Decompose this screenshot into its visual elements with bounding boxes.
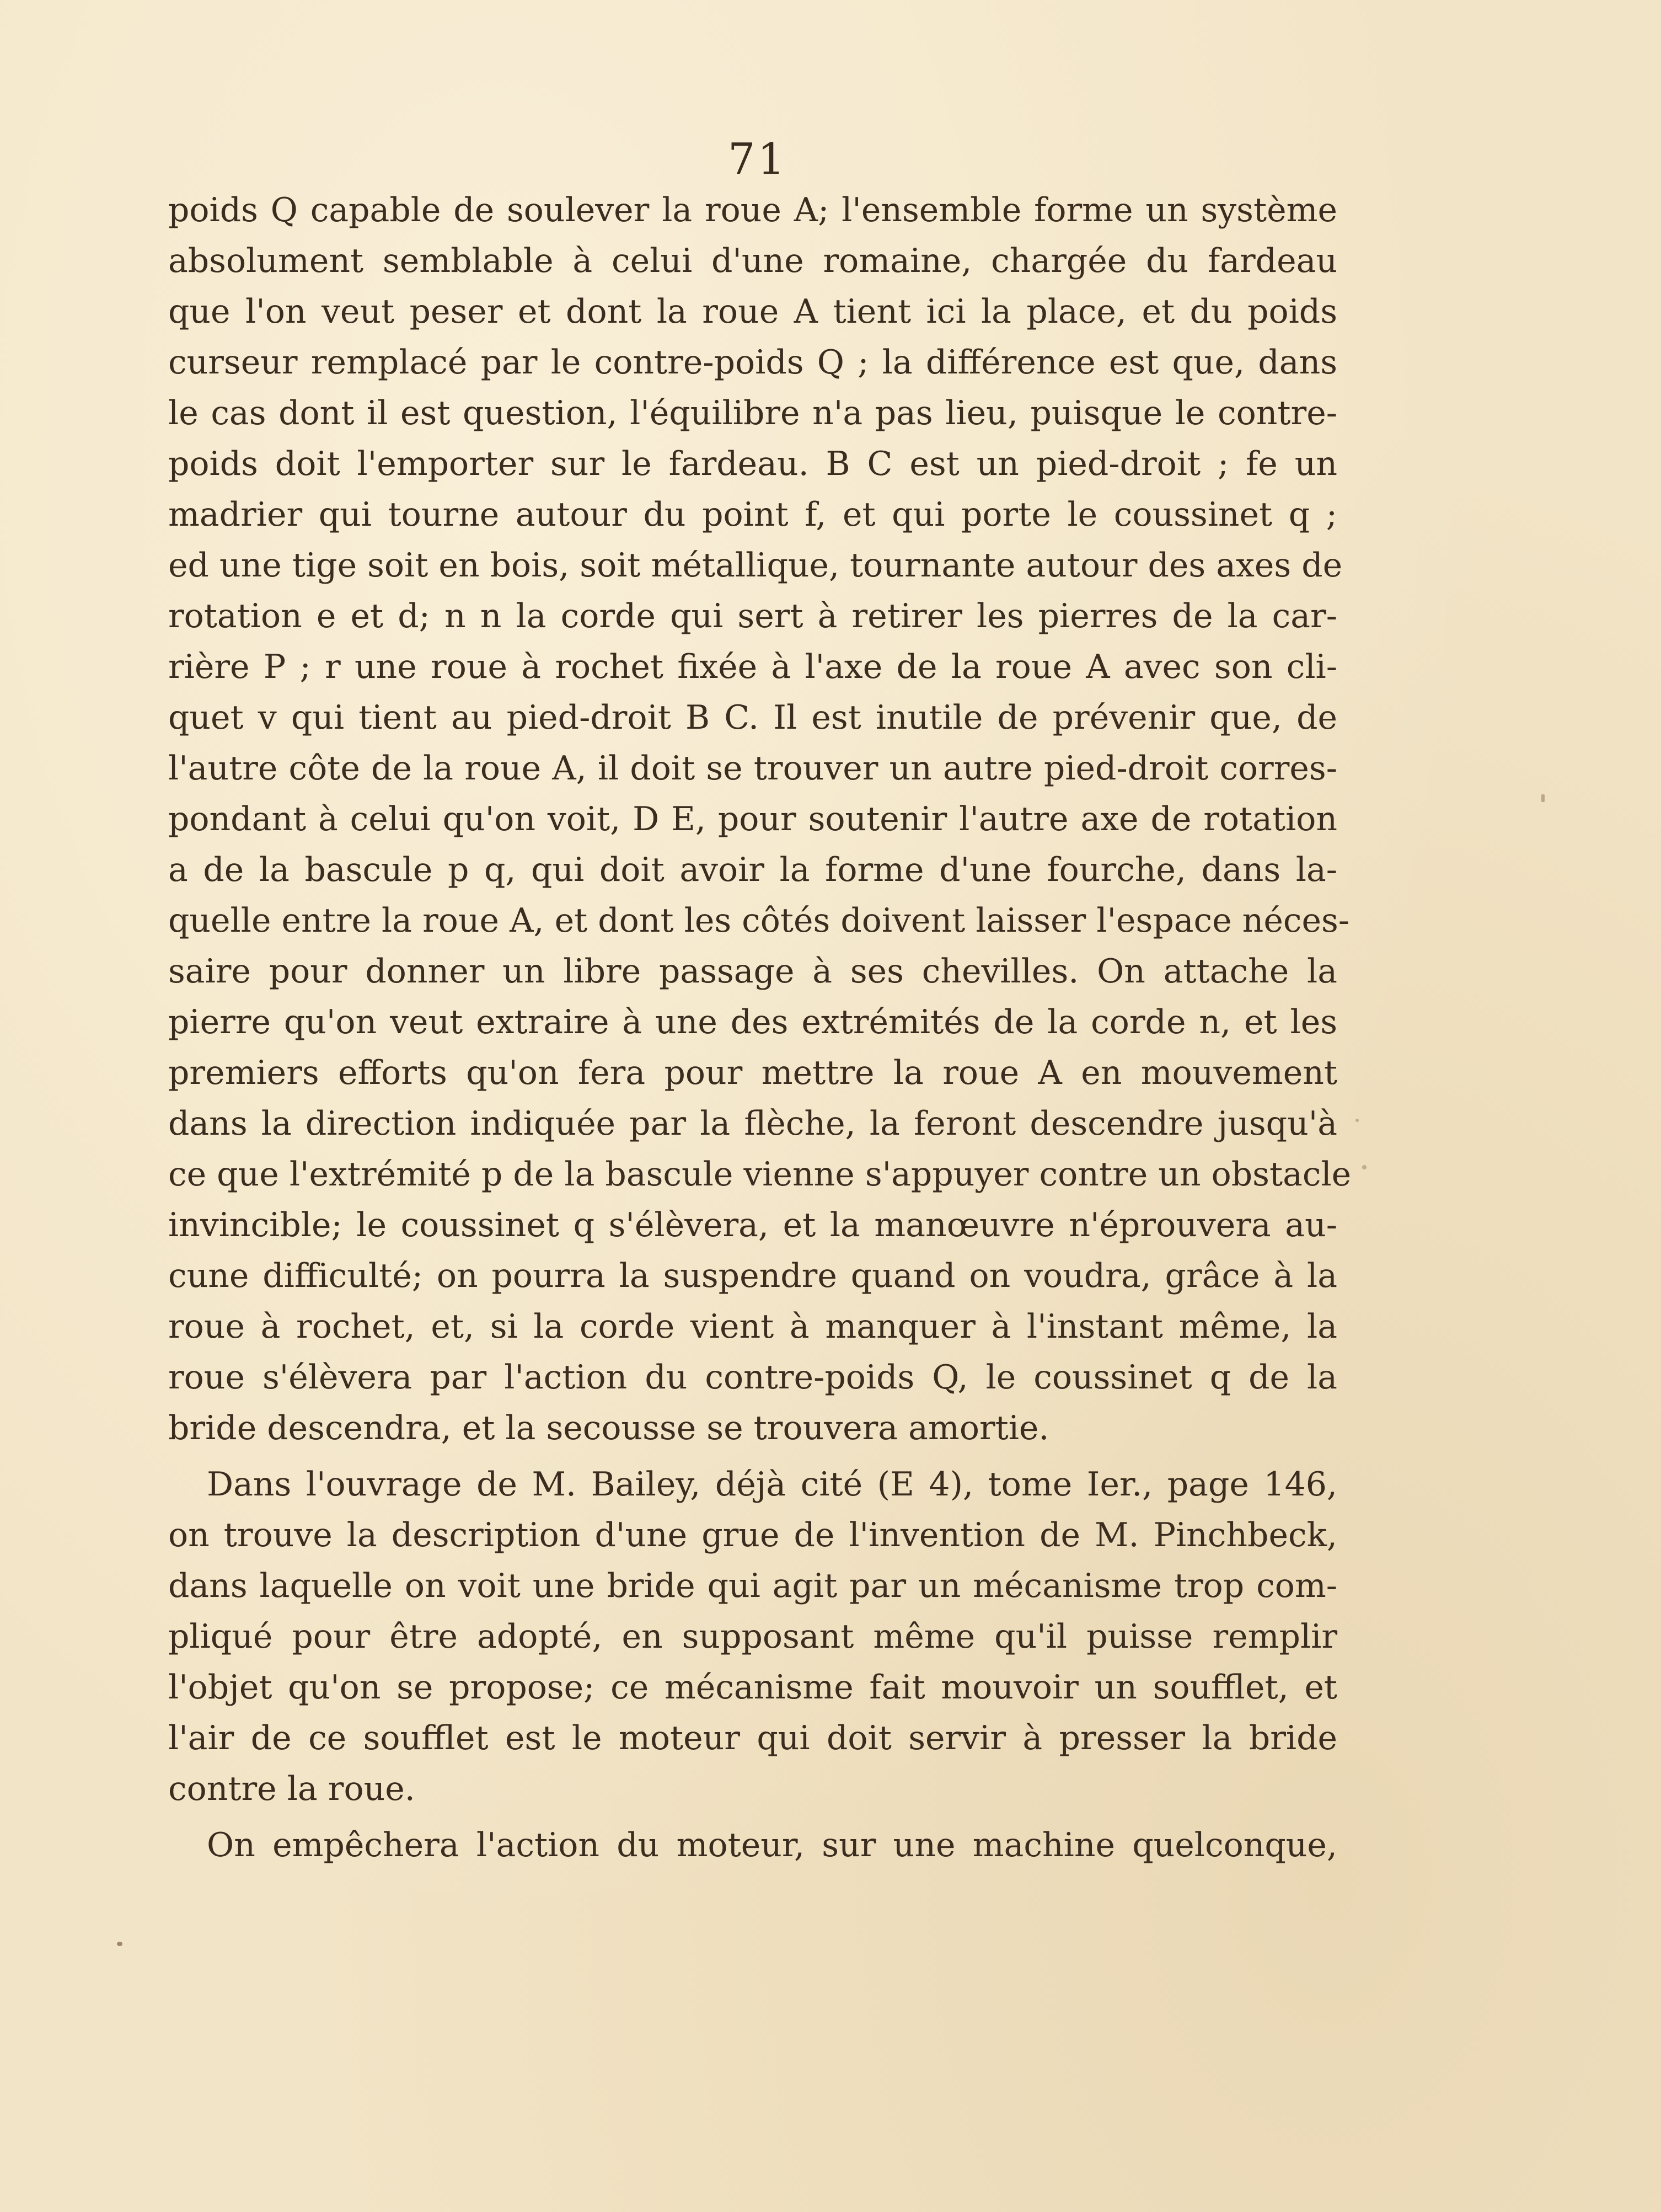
text-line: curseur remplacé par le contre-poids Q ; la différence est que, dans (168, 343, 1337, 382)
paragraph-2 (168, 1459, 1337, 1814)
text-line: pliqué pour être adopté, en supposant même qu'il puisse remplir (168, 1617, 1337, 1656)
text-line: ed une tige soit en bois, soit métallique, tournante autour des axes de (168, 546, 1343, 585)
ink-spot (1362, 1165, 1367, 1169)
text-line: pondant à celui qu'on voit, D E, pour soutenir l'autre axe de rotation (168, 800, 1337, 838)
text-line: le cas dont il est question, l'équilibre n'a pas lieu, puisque le contre- (168, 394, 1337, 432)
text-line: quelle entre la roue A, et dont les côtés doivent laisser l'espace néces- (168, 901, 1350, 940)
text-line: contre la roue. (168, 1770, 415, 1808)
ink-spot (1355, 1119, 1359, 1122)
text-line: rière P ; r une roue à rochet fixée à l'axe de la roue A avec son cli- (168, 648, 1337, 686)
text-line: l'air de ce soufflet est le moteur qui doit servir à presser la bride (168, 1719, 1337, 1757)
ink-spot (117, 1942, 122, 1946)
text-line: poids Q capable de soulever la roue A; l'ensemble forme un système (168, 191, 1337, 229)
text-line: premiers efforts qu'on fera pour mettre la roue A en mouvement (168, 1054, 1337, 1092)
text-line: Dans l'ouvrage de M. Bailey, déjà cité (E 4), tome Ier., page 146, (207, 1465, 1337, 1504)
paragraph-1 (168, 185, 1352, 1454)
page-number: 71 (728, 135, 787, 184)
text-line: saire pour donner un libre passage à ses chevilles. On attache la (168, 952, 1337, 991)
text-line: quet v qui tient au pied-droit B C. Il est inutile de prévenir que, de (168, 698, 1337, 737)
text-line: on trouve la description d'une grue de l'invention de M. Pinchbeck, (168, 1516, 1337, 1554)
text-line: l'autre côte de la roue A, il doit se trouver un autre pied-droit corres- (168, 749, 1337, 788)
text-line: absolument semblable à celui d'une romaine, chargée du fardeau (168, 242, 1337, 280)
ink-spot (1541, 794, 1545, 802)
body-text (168, 185, 1352, 1871)
text-line: bride descendra, et la secousse se trouvera amortie. (168, 1409, 1049, 1447)
text-line: On empêchera l'action du moteur, sur une machine quelconque, (207, 1826, 1337, 1864)
text-line: cune difficulté; on pourra la suspendre quand on voudra, grâce à la (168, 1257, 1337, 1295)
text-line: que l'on veut peser et dont la roue A tient ici la place, et du poids (168, 292, 1337, 331)
text-line: dans laquelle on voit une bride qui agit par un mécanisme trop com- (168, 1567, 1337, 1605)
text-line: pierre qu'on veut extraire à une des extrémités de la corde n, et les (168, 1003, 1337, 1041)
text-line: ce que l'extrémité p de la bascule vienne s'appuyer contre un obstacle (168, 1155, 1352, 1194)
text-line: l'objet qu'on se propose; ce mécanisme fait mouvoir un soufflet, et (168, 1668, 1337, 1707)
text-line: rotation e et d; n n la corde qui sert à retirer les pierres de la car- (168, 597, 1337, 635)
text-line: madrier qui tourne autour du point f, et qui porte le coussinet q ; (168, 495, 1337, 534)
text-line: dans la direction indiquée par la flèche, la feront descendre jusqu'à (168, 1104, 1337, 1143)
text-line: poids doit l'emporter sur le fardeau. B C est un pied-droit ; fe un (168, 445, 1337, 483)
text-line: roue s'élèvera par l'action du contre-poids Q, le coussinet q de la (168, 1358, 1337, 1397)
text-line: a de la bascule p q, qui doit avoir la forme d'une fourche, dans la- (168, 851, 1337, 889)
text-line: roue à rochet, et, si la corde vient à manquer à l'instant même, la (168, 1307, 1337, 1346)
paragraph-3 (168, 1820, 1337, 1871)
text-line: invincible; le coussinet q s'élèvera, et la manœuvre n'éprouvera au- (168, 1206, 1337, 1244)
